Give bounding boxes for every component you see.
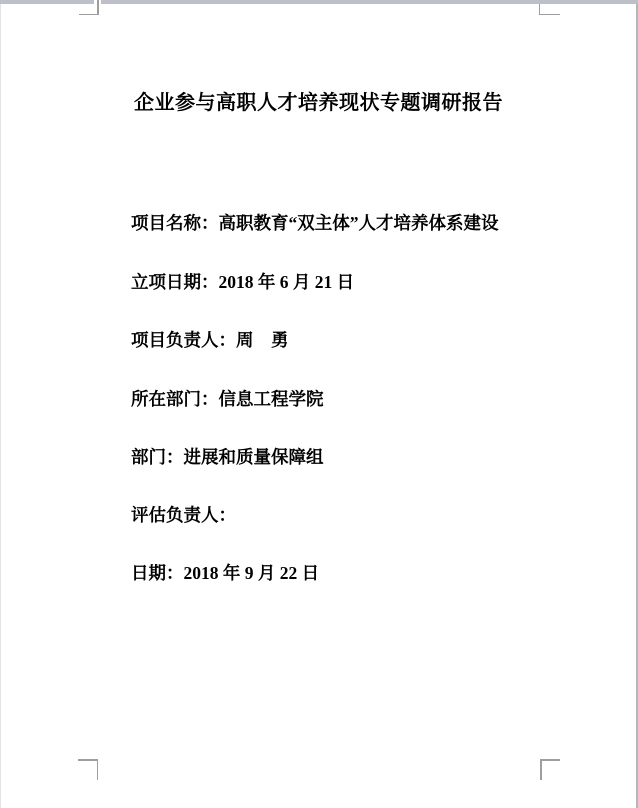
paragraph-evaluator[interactable]: 评估负责人： (131, 505, 236, 525)
document-title[interactable]: 企业参与高职人才培养现状专题调研报告 (134, 92, 503, 114)
crop-mark-bottom-left-vertical (97, 759, 99, 780)
paragraph-group[interactable]: 部门：进展和质量保障组 (131, 447, 324, 467)
paragraph-report-date[interactable]: 日期：2018 年 9 月 22 日 (131, 563, 320, 583)
crop-mark-bottom-right-vertical (540, 759, 542, 780)
paragraph-department[interactable]: 所在部门：信息工程学院 (131, 389, 324, 409)
paragraph-start-date[interactable]: 立项日期：2018 年 6 月 21 日 (131, 272, 355, 292)
paragraph-project-name[interactable]: 项目名称：高职教育“双主体”人才培养体系建设 (131, 213, 499, 233)
crop-mark-bottom-left-horizontal (78, 759, 98, 761)
crop-mark-bottom-right-horizontal (540, 759, 560, 761)
crop-mark-top-left-horizontal (79, 14, 98, 16)
paragraph-project-leader[interactable]: 项目负责人：周 勇 (131, 330, 289, 350)
crop-mark-top-right-horizontal (539, 14, 560, 16)
window-left-edge (0, 4, 1, 808)
